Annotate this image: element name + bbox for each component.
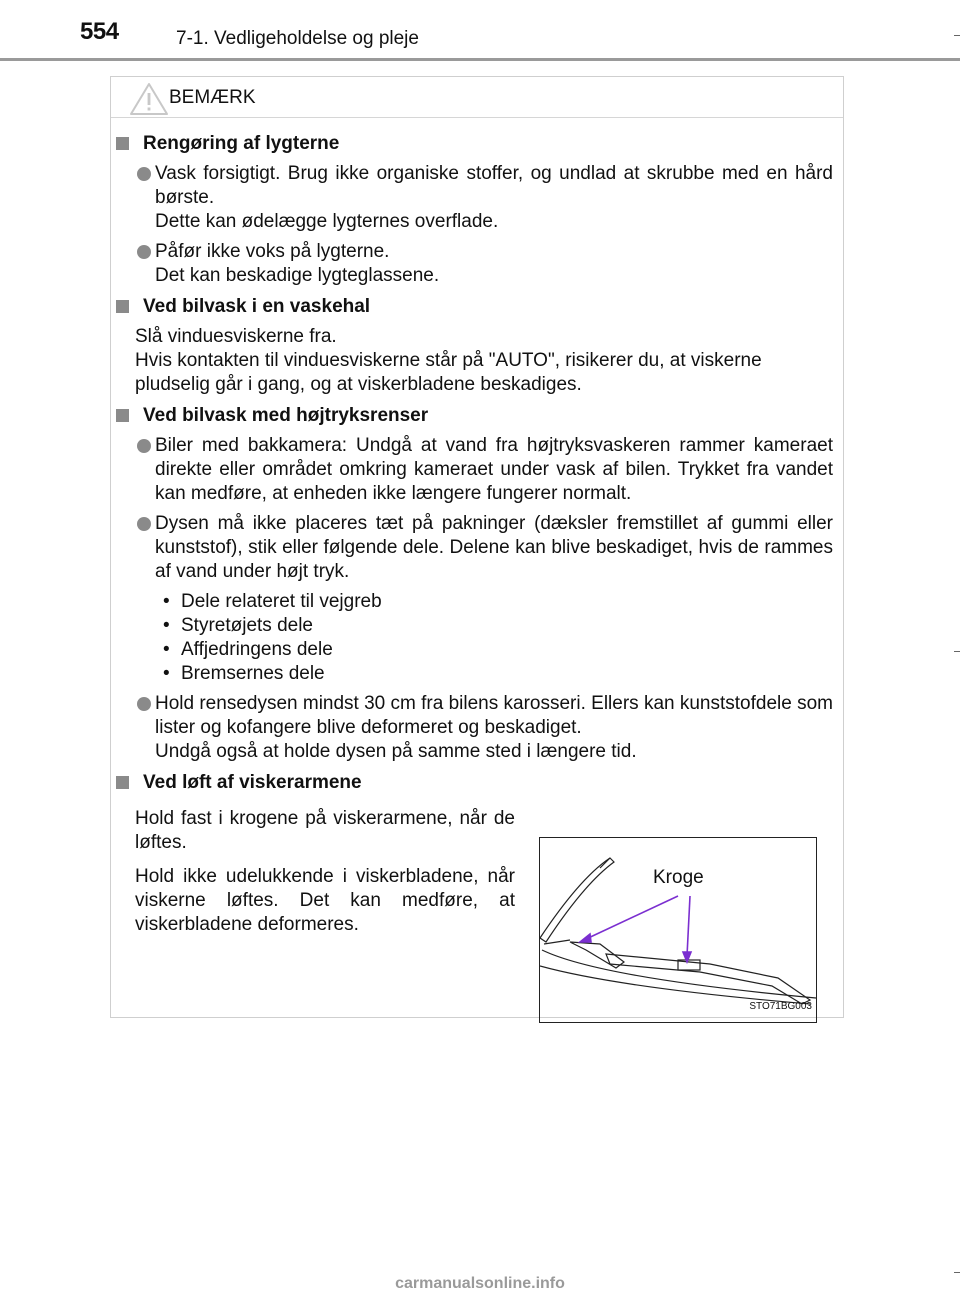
square-bullet-icon: [116, 300, 129, 313]
list-item: [111, 512, 843, 584]
sub-list: [111, 590, 843, 686]
sub-list-item: • Dele relateret til vejgreb: [163, 591, 382, 612]
figure-label: Kroge: [653, 867, 704, 888]
round-bullet-icon: [137, 517, 151, 531]
bullet-text: Dette kan ødelægge lygternes overflade.: [155, 211, 499, 232]
sub-list-item: • Affjedringens dele: [163, 639, 333, 660]
square-bullet-icon: [116, 776, 129, 789]
wiper-figure: [539, 837, 817, 1023]
page-number: 554: [80, 18, 119, 45]
paragraph: [111, 325, 843, 397]
bullet-text: Hold rensedysen mindst 30 cm fra bilens karosseri. Ellers kan kunststofdele som lister og kofangere blive deformeret og beskadiget.: [155, 693, 833, 738]
bullet-text: Undgå også at holde dysen på samme sted i længere tid.: [155, 741, 637, 762]
crop-mark: [954, 1272, 960, 1273]
section-title: Rengøring af lygterne: [143, 133, 340, 154]
notice-title: BEMÆRK: [169, 87, 256, 108]
list-item: [111, 434, 843, 506]
bullet-text: Det kan beskadige lygteglassene.: [155, 265, 440, 286]
round-bullet-icon: [137, 697, 151, 711]
paragraph-text: Hvis kontakten til vinduesviskerne står på "AUTO", risikerer du, at viskerne pludselig går i gang, og at viskerbladene beskadiges.: [135, 350, 762, 395]
round-bullet-icon: [137, 245, 151, 259]
square-bullet-icon: [116, 409, 129, 422]
list-item: [111, 692, 843, 764]
square-bullet-icon: [116, 137, 129, 150]
section-car-wash: [111, 295, 843, 397]
section-pressure-washer: [111, 404, 843, 764]
crop-mark: [954, 35, 960, 36]
wiper-text: [135, 807, 515, 947]
figure-code: STO71BG003: [749, 1001, 812, 1012]
warning-triangle-icon: [129, 82, 169, 116]
header-title: 7-1. Vedligeholdelse og pleje: [176, 28, 419, 49]
paragraph-text: Slå vinduesviskerne fra.: [135, 326, 337, 347]
notice-header: [111, 77, 843, 118]
bullet-text: Biler med bakkamera: Undgå at vand fra højtryksvaskeren rammer kameraet direkte eller området omkring kameraet under vask af bilen. Trykket fra vandet kan medføre, at enheden ikke længere fungerer normalt.: [155, 435, 833, 504]
bullet-text: Vask forsigtigt. Brug ikke organiske stoffer, og undlad at skrubbe med en hård børste.: [155, 163, 833, 208]
header-rule: [0, 58, 960, 61]
watermark: carmanualsonline.info: [395, 1275, 565, 1292]
notice-content: [111, 132, 843, 1034]
paragraph: Hold ikke udelukkende i viskerbladene, når viskerne løftes. Det kan medføre, at viskerbladene deformeres.: [135, 866, 515, 935]
bullet-text: Påfør ikke voks på lygterne.: [155, 241, 390, 262]
paragraph: Hold fast i krogene på viskerarmene, når de løftes.: [135, 808, 515, 853]
round-bullet-icon: [137, 167, 151, 181]
section-title: Ved løft af viskerarmene: [143, 772, 362, 793]
wiper-columns: [111, 807, 843, 1027]
section-wiper-lifting: [111, 771, 843, 1027]
sub-list-item: • Styretøjets dele: [163, 615, 313, 636]
list-item: [111, 240, 843, 288]
section-title: Ved bilvask med højtryksrenser: [143, 405, 429, 426]
section-title: Ved bilvask i en vaskehal: [143, 296, 371, 317]
list-item: [111, 162, 843, 234]
sub-list-item: • Bremsernes dele: [163, 663, 325, 684]
round-bullet-icon: [137, 439, 151, 453]
crop-mark: [954, 651, 960, 652]
section-headlight-cleaning: [111, 132, 843, 288]
notice-box: [110, 76, 844, 1018]
bullet-text: Dysen må ikke placeres tæt på pakninger (dæksler fremstillet af gummi eller kunststof), stik eller følgende dele. Delene kan blive beskadiget, hvis de rammes af vand under højt tryk.: [155, 513, 833, 582]
